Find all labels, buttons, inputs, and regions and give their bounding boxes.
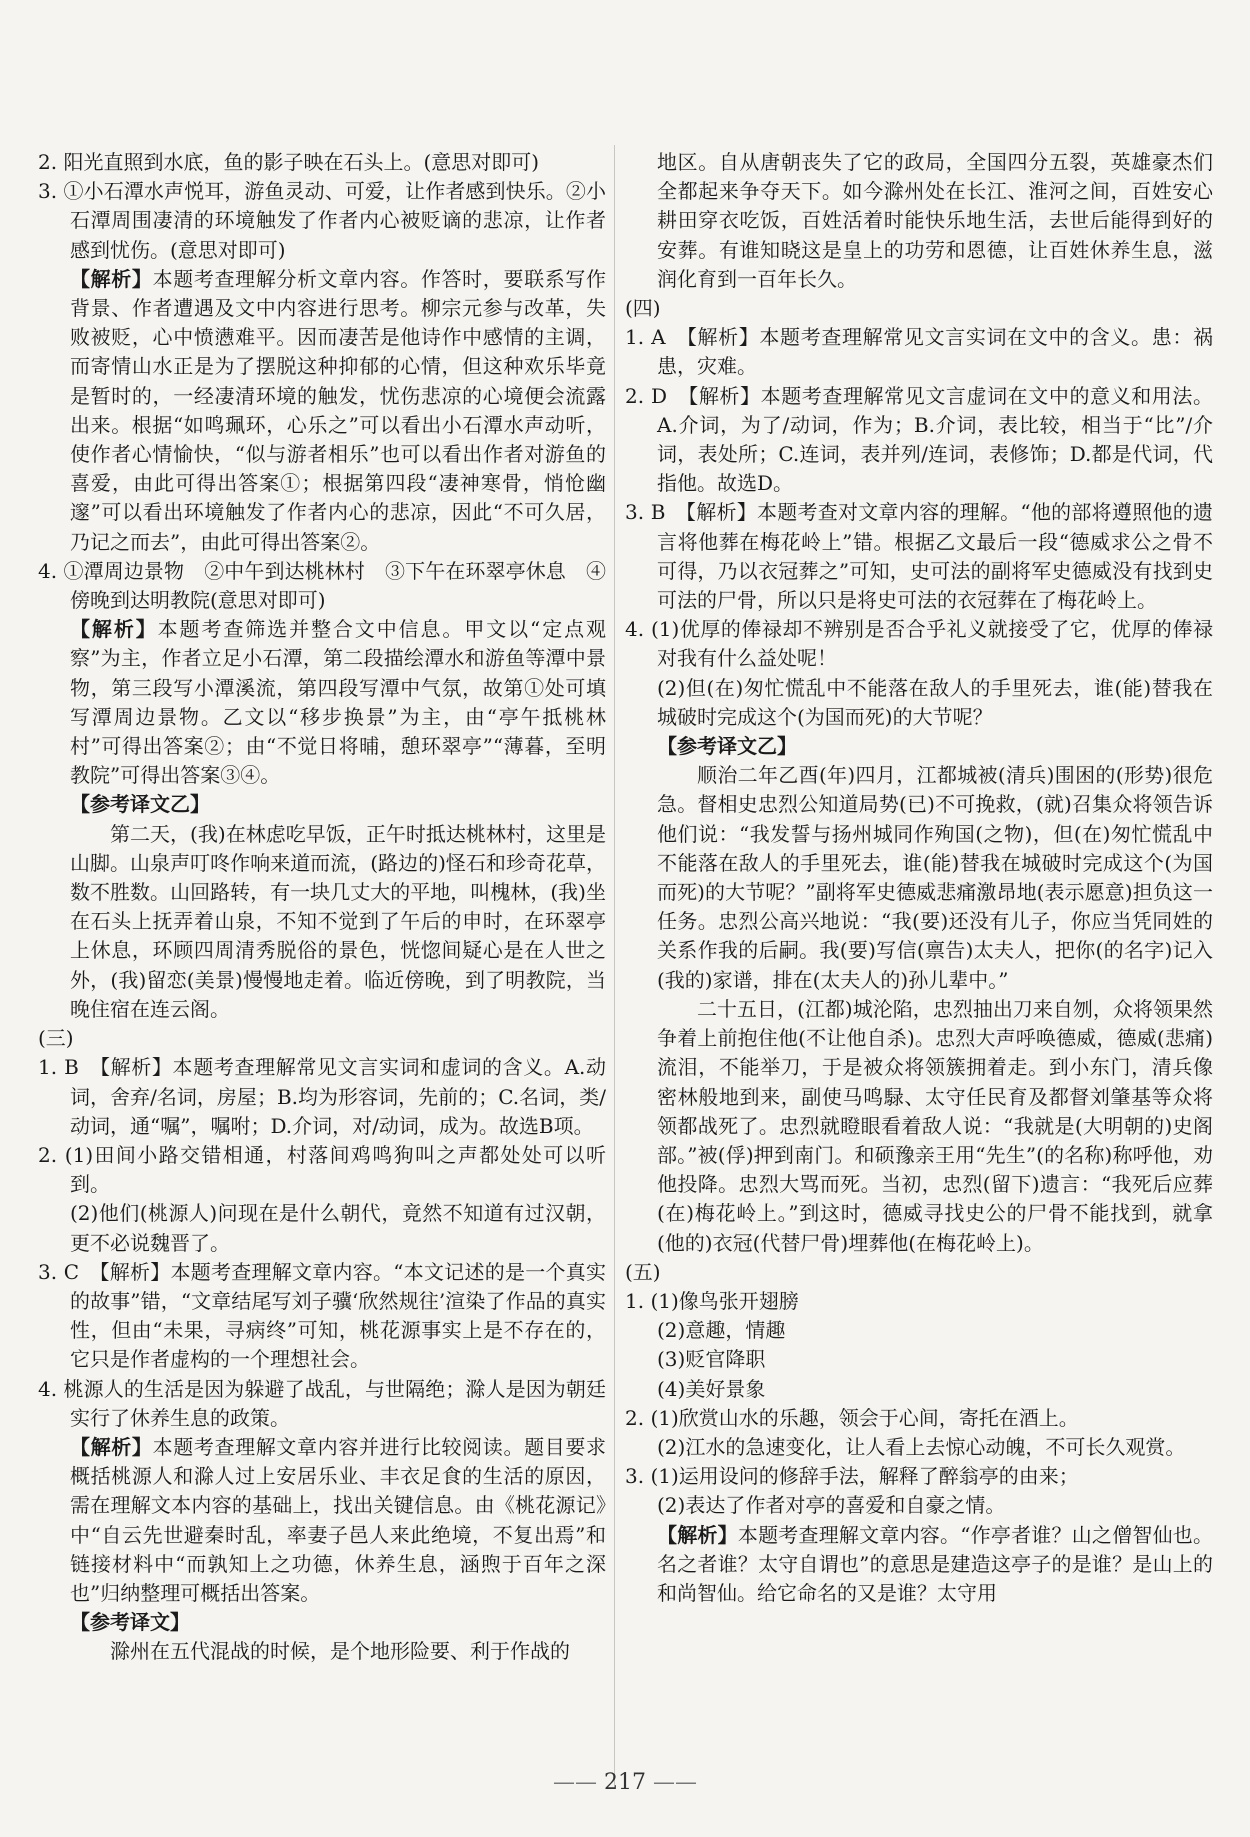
paragraph-text: (3)贬官降职: [657, 1347, 766, 1372]
section-label: 【参考译文乙】: [70, 792, 210, 817]
column-divider: [614, 145, 615, 1785]
left-paragraph: [38, 1199, 606, 1257]
paragraph-text: 滁州在五代混战的时候，是个地形险要、利于作战的: [110, 1639, 570, 1664]
paragraph-text: 二十五日，(江都)城沦陷，忠烈抽出刀来自刎，众将领果然争着上前抱住他(不让他自杀)。忠烈大声呼唤德威，德威(悲痛)流泪，不能举刀，于是被众将领簇拥着走。到小东门，清兵像密林般地到来，副使马鸣騄、太守任民育及都督刘肇基等众将领都战死了。忠烈就瞪眼看着敌人说：“我就是(大明朝的)史阁部。”被(俘)押到南门。和硕豫亲王用“先生”(的名称)称呼他，劝他投降。忠烈大骂而死。当初，忠烈(留下)遗言：“我死后应葬(在)梅花岭上。”到这时，德威寻找史公的尸骨不能找到，就拿(他的)衣冠(代替尸骨)埋葬他(在梅花岭上)。: [657, 996, 1213, 1255]
left-paragraph: [38, 1433, 606, 1608]
right-paragraph: [625, 995, 1213, 1258]
paragraph-text: 第二天，(我)在林虑吃早饭，正午时抵达桃林村，这里是山脚。山泉声叮咚作响来道而流，(路边的)怪石和珍奇花草，数不胜数。山回路转，有一块几丈大的平地，叫槐林，(我)坐在石头上抚弄着山泉，不知不觉到了午后的申时，在环翠亭上休息，环顾四周清秀脱俗的景色，恍惚间疑心是在人世之外，(我)留恋(美景)慢慢地走着。临近傍晚，到了明教院，当晚住宿在连云阁。: [70, 821, 606, 1021]
left-paragraph: [38, 1608, 606, 1637]
paragraph-text: 3. ①小石潭水声悦耳，游鱼灵动、可爱，让作者感到快乐。②小石潭周围凄清的环境触发了作者内心被贬谪的悲凉，让作者感到忧伤。(意思对即可): [38, 179, 606, 262]
left-paragraph: [38, 1637, 606, 1666]
paragraph-text: (2)表达了作者对亭的喜爱和自豪之情。: [657, 1493, 1006, 1518]
paragraph-text: (2)但(在)匆忙慌乱中不能落在敌人的手里死去，谁(能)替我在城破时完成这个(为国而死)的大节呢？: [657, 675, 1213, 729]
paragraph-text: 本题考查理解文章内容并进行比较阅读。题目要求概括桃源人和滁人过上安居乐业、丰衣足食的生活的原因，需在理解文本内容的基础上，找出关键信息。由《桃花源记》中“自云先世避秦时乱，率妻子邑人来此绝境，不复出焉”和链接材料中“而孰知上之功德，休养生息，涵煦于百年之深也”归纳整理可概括出答案。: [70, 1434, 607, 1605]
left-paragraph: [38, 557, 606, 615]
paragraph-text: 3. B 【解析】本题考查对文章内容的理解。“他的部将遵照他的遗言将他葬在梅花岭上”错。根据乙文最后一段“德威求公之骨不可得，乃以衣冠葬之”可知，史可法的副将军史德威没有找到史可法的尸骨，所以只是将史可法的衣冠葬在了梅花岭上。: [625, 500, 1213, 613]
right-paragraph: [625, 615, 1213, 673]
paragraph-text: (2)他们(桃源人)问现在是什么朝代，竟然不知道有过汉朝，更不必说魏晋了。: [70, 1201, 606, 1255]
right-paragraph: [625, 1375, 1213, 1404]
section-label: 【解析】: [657, 1522, 738, 1547]
left-column: [38, 148, 606, 1667]
left-paragraph: [38, 148, 606, 177]
left-paragraph: [38, 615, 606, 790]
paragraph-text: (三): [38, 1026, 74, 1051]
paragraph-text: 3. C 【解析】本题考查理解文章内容。“本文记述的是一个真实的故事”错，“文章结尾写刘子骥‘欣然规往’渲染了作品的真实性，但由“未果，寻病终”可知，桃花源事实上是不存在的，它只是作者虚构的一个理想社会。: [38, 1259, 606, 1372]
right-column: [625, 148, 1213, 1608]
paragraph-text: 本题考查筛选并整合文中信息。甲文以“定点观察”为主，作者立足小石潭，第二段描绘潭水和游鱼等潭中景物，第三段写小潭溪流，第四段写潭中气氛，故第①处可填写潭周边景物。乙文以“移步换景”为主，由“亭午抵桃林村”可得出答案②；由“不觉日将晡，憩环翠亭”“薄暮，至明教院”可得出答案③④。: [70, 617, 607, 788]
right-paragraph: [625, 294, 1213, 323]
left-paragraph: [38, 790, 606, 819]
right-paragraph: [625, 1316, 1213, 1345]
right-paragraph: [625, 498, 1213, 615]
paragraph-text: 3. (1)运用设问的修辞手法，解释了醉翁亭的由来；: [625, 1464, 1079, 1489]
paragraph-text: 1. A 【解析】本题考查理解常见文言实词在文中的含义。患：祸患，灾难。: [625, 325, 1213, 379]
section-label: 【参考译文】: [70, 1610, 190, 1635]
paragraph-text: 2. (1)欣赏山水的乐趣，领会于心间，寄托在酒上。: [625, 1405, 1079, 1430]
left-paragraph: [38, 1141, 606, 1199]
section-label: 【解析】: [70, 1434, 153, 1459]
right-paragraph: [625, 323, 1213, 381]
paragraph-text: 2. (1)田间小路交错相通，村落间鸡鸣狗叫之声都处处可以听到。: [38, 1142, 606, 1197]
right-paragraph: [625, 382, 1213, 499]
left-paragraph: [38, 820, 606, 1024]
left-paragraph: [38, 1024, 606, 1053]
right-paragraph: [625, 674, 1213, 732]
right-paragraph: [625, 1287, 1213, 1316]
paragraph-text: (五): [625, 1259, 661, 1284]
right-paragraph: [625, 148, 1213, 294]
paragraph-text: 1. B 【解析】本题考查理解常见文言实词和虚词的含义。A.动词，舍弃/名词，房屋；B.均为形容词，先前的；C.名词，类/动词，通“嘱”，嘱咐；D.介词，对/动词，成为。故选B项。: [38, 1055, 606, 1138]
right-paragraph: [625, 1491, 1213, 1520]
page-number: 217: [604, 1770, 646, 1795]
paragraph-text: (2)意趣，情趣: [657, 1318, 786, 1343]
right-paragraph: [625, 761, 1213, 995]
right-paragraph: [625, 732, 1213, 761]
left-paragraph: [38, 1258, 606, 1375]
paragraph-text: 顺治二年乙酉(年)四月，江都城被(清兵)围困的(形势)很危急。督相史忠烈公知道局势(已)不可挽救，(就)召集众将领告诉他们说：“我发誓与扬州城同作殉国(之物)，但(在)匆忙慌乱中不能落在敌人的手里死去，谁(能)替我在城破时完成这个(为国而死)的大节呢？”副将军史德威悲痛激昂地(表示愿意)担负这一任务。忠烈公高兴地说：“我(要)还没有儿子，你应当凭同姓的关系作我的后嗣。我(要)写信(禀告)太夫人，把你(的名字)记入(我的)家谱，排在(太夫人的)孙儿辈中。”: [657, 763, 1213, 992]
paragraph-text: 1. (1)像鸟张开翅膀: [625, 1288, 799, 1313]
right-paragraph: [625, 1258, 1213, 1287]
section-label: 【解析】: [70, 266, 153, 291]
left-paragraph: [38, 1375, 606, 1433]
paragraph-text: (四): [625, 296, 661, 321]
paragraph-text: 2. 阳光直照到水底，鱼的影子映在石头上。(意思对即可): [38, 150, 540, 174]
paragraph-text: 4. ①潭周边景物 ②中午到达桃林村 ③下午在环翠亭休息 ④傍晚到达明教院(意思对即可): [38, 558, 606, 613]
paragraph-text: 地区。自从唐朝丧失了它的政局，全国四分五裂，英雄豪杰们全都起来争夺天下。如今滁州处在长江、淮河之间，百姓安心耕田穿衣吃饭，百姓活着时能快乐地生活，去世后能得到好的安葬。有谁知晓这是皇上的功劳和恩德，让百姓休养生息，滋润化育到一百年长久。: [657, 150, 1213, 291]
right-paragraph: [625, 1345, 1213, 1374]
paragraph-text: 2. D 【解析】本题考查理解常见文言虚词在文中的意义和用法。A.介词，为了/动词，作为；B.介词，表比较，相当于“比”/介词，表处所；C.连词，表并列/连词，表修饰；D.都是代词，代指他。故选D。: [625, 383, 1213, 496]
paragraph-text: 本题考查理解文章内容。“作亭者谁？山之僧智仙也。名之者谁？太守自谓也”的意思是建造这亭子的是谁？是山上的和尚智仙。给它命名的又是谁？太守用: [657, 1522, 1213, 1605]
paragraph-text: 4. 桃源人的生活是因为躲避了战乱，与世隔绝；滁人是因为朝廷实行了休养生息的政策。: [38, 1376, 606, 1430]
right-paragraph: [625, 1404, 1213, 1433]
paragraph-text: (4)美好景象: [657, 1376, 766, 1401]
paragraph-text: 本题考查理解分析文章内容。作答时，要联系写作背景、作者遭遇及文中内容进行思考。柳宗元参与改革，失败被贬，心中愤懑难平。因而凄苦是他诗作中感情的主调，而寄情山水正是为了摆脱这种抑郁的心情，但这种欢乐毕竟是暂时的，一经凄清环境的触发，忧伤悲凉的心境便会流露出来。根据“如鸣珮环，心乐之”可以看出小石潭水声动听，使作者心情愉快，“似与游者相乐”也可以看出作者对游鱼的喜爱，由此可得出答案①；根据第四段“凄神寒骨，悄怆幽邃”可以看出环境触发了作者内心的悲凉，因此“不可久居，乃记之而去”，由此可得出答案②。: [70, 266, 607, 554]
right-paragraph: [625, 1521, 1213, 1609]
paragraph-text: (2)江水的急速变化，让人看上去惊心动魄，不可长久观赏。: [657, 1434, 1186, 1459]
left-paragraph: [38, 177, 606, 265]
paragraph-text: 4. (1)优厚的俸禄却不辨别是否合乎礼义就接受了它，优厚的俸禄对我有什么益处呢！: [625, 617, 1213, 671]
section-label: 【参考译文乙】: [657, 734, 797, 759]
right-paragraph: [625, 1462, 1213, 1491]
left-paragraph: [38, 265, 606, 557]
section-label: 【解析】: [70, 617, 158, 642]
right-paragraph: [625, 1433, 1213, 1462]
page-footer: —— 217 ——: [553, 1770, 697, 1795]
left-paragraph: [38, 1053, 606, 1141]
